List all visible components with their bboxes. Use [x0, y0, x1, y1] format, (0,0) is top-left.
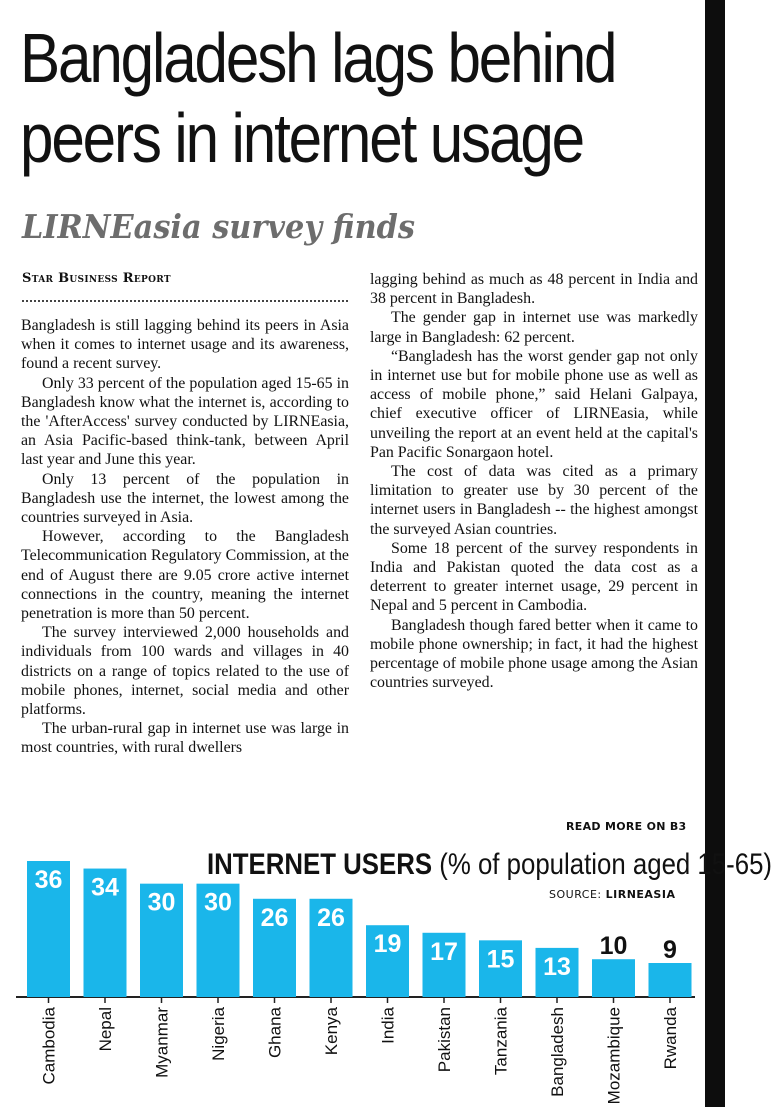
article-column-1 [21, 316, 349, 758]
bar-rwanda [649, 963, 692, 997]
category-label-mozambique: Mozambique [604, 1007, 624, 1105]
paragraph: Bangladesh though fared better when it came to mobile phone ownership; in fact, it had the highest percentage of mobile phone usage among the Asian countries surveyed. [370, 616, 698, 692]
category-label-kenya: Kenya [322, 1007, 341, 1056]
chart-title-rest: (% of population aged 15-65) [439, 848, 772, 881]
page-edge-bar [705, 0, 725, 1107]
category-label-nigeria: Nigeria [209, 1007, 228, 1061]
read-more-link[interactable]: READ MORE ON B3 [566, 820, 687, 833]
value-label-nigeria: 30 [204, 888, 232, 917]
value-label-ghana: 26 [260, 903, 289, 932]
value-label-cambodia: 36 [34, 866, 63, 894]
category-label-ghana: Ghana [265, 1007, 285, 1059]
article-column-2 [370, 270, 698, 692]
source-value: LIRNEASIA [605, 888, 676, 901]
subheadline: LIRNEasia survey finds [22, 207, 416, 246]
headline-line-1: Bangladesh lags behind [20, 19, 616, 97]
category-label-nepal: Nepal [96, 1007, 115, 1052]
internet-users-chart [0, 860, 705, 1107]
value-label-kenya: 26 [317, 903, 345, 932]
paragraph: The survey interviewed 2,000 households and individuals from 100 wards and villages in 40 districts on a range of topics related to the use of mobile phones, internet, social media and other platforms. [21, 624, 349, 719]
category-label-bangladesh: Bangladesh [548, 1007, 567, 1097]
category-label-tanzania: Tanzania [491, 1007, 511, 1076]
category-label-rwanda: Rwanda [661, 1007, 680, 1070]
value-label-myanmar: 30 [147, 888, 176, 917]
headline [20, 18, 616, 178]
paragraph: Only 33 percent of the population aged 15-65 in Bangladesh know what the internet is, according to the 'AfterAccess' survey conducted by LIRNEasia, an Asia Pacific-based think-tank, between April last year and June this year. [21, 374, 349, 469]
bar-mozambique [592, 959, 635, 997]
headline-line-2: peers in internet usage [20, 99, 583, 177]
value-label-nepal: 34 [91, 873, 119, 902]
paragraph: However, according to the Bangladesh Telecommunication Regulatory Commission, at the end of August there are 9.05 crore active internet connections in the country, meaning the internet penetration is more than 50 percent. [21, 528, 349, 623]
category-label-cambodia: Cambodia [39, 1007, 59, 1085]
paragraph: “Bangladesh has the worst gender gap not only in internet use but for mobile phone use as well as access of mobile phone,” said Helani Galpaya, chief executive officer of LIRNEasia, while unveiling the report at an event held at the capital's Pan Pacific Sonargaon hotel. [370, 347, 698, 461]
value-label-rwanda: 9 [663, 936, 677, 964]
paragraph: The urban-rural gap in internet use was large in most countries, with rural dwellers [21, 720, 349, 757]
paragraph: The cost of data was cited as a primary limitation to greater use by 30 percent of the internet users in Bangladesh -- the highest amongst the surveyed Asian countries. [370, 463, 698, 538]
value-label-india: 19 [373, 930, 402, 959]
category-label-pakistan: Pakistan [435, 1007, 454, 1073]
value-label-mozambique: 10 [599, 932, 628, 961]
byline-divider [22, 300, 348, 302]
category-label-myanmar: Myanmar [152, 1007, 172, 1078]
category-label-india: India [378, 1007, 398, 1044]
chart-title-bold: INTERNET USERS [207, 848, 433, 881]
paragraph: lagging behind as much as 48 percent in India and 38 percent in Bangladesh. [370, 271, 698, 308]
paragraph: The gender gap in internet use was markedly large in Bangladesh: 62 percent. [370, 309, 698, 346]
value-label-tanzania: 15 [486, 945, 515, 974]
paragraph: Some 18 percent of the survey respondents in India and Pakistan quoted the data cost as a deterrent to greater internet usage, 29 percent in Nepal and 5 percent in Cambodia. [370, 539, 698, 615]
source-label: SOURCE: [549, 888, 602, 901]
paragraph: Only 13 percent of the population in Bangladesh use the internet, the lowest among the countries surveyed in Asia. [21, 470, 349, 527]
paragraph: Bangladesh is still lagging behind its peers in Asia when it comes to internet usage and its awareness, found a recent survey. [21, 317, 349, 373]
value-label-pakistan: 17 [430, 937, 458, 966]
byline: Star Business Report [22, 271, 171, 286]
value-label-bangladesh: 13 [543, 952, 571, 981]
